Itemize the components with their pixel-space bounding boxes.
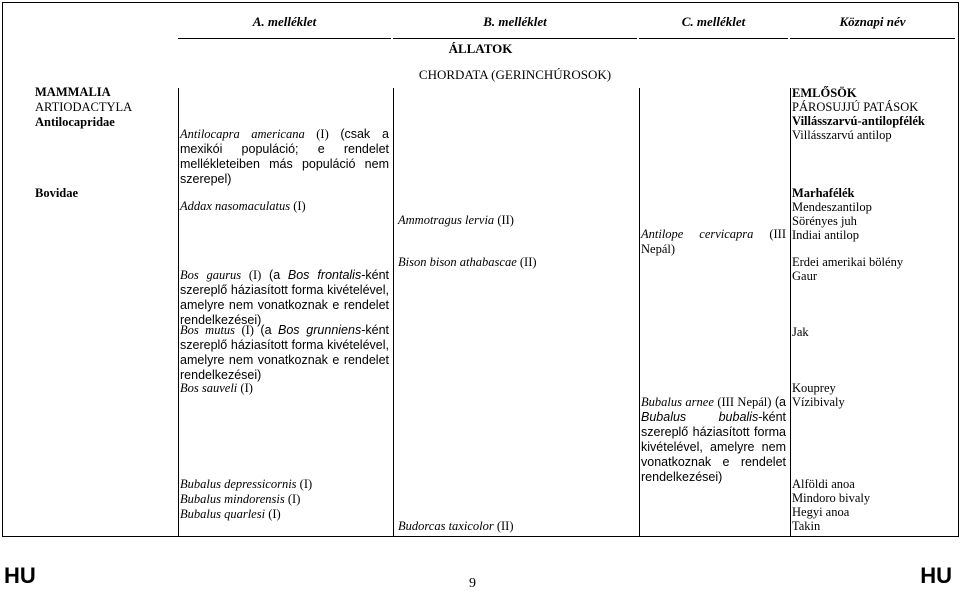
header-annex-c: C. melléklet	[639, 6, 788, 39]
taxon-class: MAMMALIA	[35, 85, 111, 99]
species-name: Bos sauveli	[180, 381, 238, 395]
common-antilope: Indiai antilop	[792, 228, 859, 242]
footer-country-left: HU	[4, 563, 36, 588]
note-suffix: -ként szereplő háziasított forma kivételével, amelyre nem vonatkoznak e rendelet rendelkezései)	[641, 410, 786, 484]
annex-tag: (I)	[299, 477, 313, 491]
note-suffix: -ként szereplő háziasított forma kivételével, amelyre nem vonatkoznak e rendelet rendelkezései)	[180, 268, 389, 327]
common-arnee: Vízibivaly	[792, 395, 845, 409]
species-name: Antilope cervicapra	[641, 227, 754, 241]
species-name: Bos gaurus	[180, 268, 242, 282]
column-divider	[639, 88, 640, 536]
common-quarlesi: Hegyi anoa	[792, 505, 850, 519]
note-taxon: Bos grunniens	[277, 323, 362, 337]
entry-bison-bison-athabascae	[398, 255, 537, 270]
species-name: Bubalus quarlesi	[180, 507, 266, 521]
species-name: Bubalus arnee	[641, 395, 714, 409]
entry-budorcas-taxicolor	[398, 519, 513, 534]
common-antilocapra: Villásszarvú antilop	[792, 128, 892, 142]
header-annex-b: B. melléklet	[393, 6, 637, 39]
species-name: Bubalus depressicornis	[180, 477, 297, 491]
entry-bos-gaurus	[180, 268, 389, 328]
species-name: Ammotragus lervia	[398, 213, 495, 227]
common-names-kouprey	[792, 381, 845, 409]
section-subtitle: CHORDATA (GERINCHÚROSOK)	[418, 67, 612, 82]
taxon-order: ARTIODACTYLA	[35, 100, 133, 114]
entry-antilocapra-americana	[180, 127, 389, 187]
species-note: (csak a mexikói populáció; e rendelet mellékleteiben más populáció nem szerepel)	[180, 127, 390, 186]
species-name: Bos mutus	[180, 323, 236, 337]
footer-country-right: HU	[920, 563, 952, 588]
column-divider	[790, 88, 791, 536]
species-name: Addax nasomaculatus	[180, 199, 291, 213]
annex-tag: (I)	[293, 199, 306, 213]
annex-tag: (II)	[496, 519, 514, 533]
common-addax: Mendeszantilop	[792, 200, 872, 214]
common-bison: Erdei amerikai bölény	[792, 255, 904, 269]
entry-antilope-cervicapra	[641, 227, 786, 257]
entry-bubalus-arnee	[641, 395, 786, 485]
species-name: Budorcas taxicolor	[398, 519, 494, 533]
entry-bubalus-depressicornis	[180, 477, 312, 492]
common-names-bovidae	[792, 186, 872, 242]
taxon-family-antilocapridae: Antilocapridae	[35, 115, 115, 129]
note-taxon: Bos frontalis	[287, 268, 362, 282]
note-prefix: (a	[260, 323, 272, 337]
common-names-bos	[792, 255, 903, 283]
species-name: Bubalus mindorensis	[180, 492, 285, 506]
annex-tag: (I)	[316, 127, 329, 141]
common-mutus: Jak	[792, 325, 809, 339]
species-name: Antilocapra americana	[180, 127, 305, 141]
note-suffix: -ként szereplő háziasított forma kivételével, amelyre nem vonatkoznak e rendelet rendelkezései)	[180, 323, 390, 382]
annex-tag: (I)	[240, 381, 253, 395]
common-sauveli: Kouprey	[792, 381, 836, 395]
header-common-name: Köznapi név	[790, 6, 955, 39]
entry-bos-mutus	[180, 323, 389, 383]
column-divider	[393, 88, 394, 536]
common-class: EMLŐSÖK	[792, 86, 857, 100]
common-family-bovidae: Marhafélék	[792, 186, 855, 200]
entry-group-bubalus	[180, 477, 312, 522]
header-annex-a: A. melléklet	[178, 6, 391, 39]
annex-tag: (III Nepál)	[641, 227, 786, 256]
common-depressicornis: Alföldi anoa	[792, 477, 855, 491]
annex-tag: (I)	[248, 268, 262, 282]
entry-ammotragus-lervia	[398, 213, 514, 228]
annex-tag: (III Nepál)	[717, 395, 772, 409]
common-names-bubalus	[792, 477, 870, 533]
entry-bos-sauveli	[180, 381, 253, 396]
annex-tag: (I)	[241, 323, 254, 337]
note-prefix: (a	[774, 395, 787, 409]
common-ammotragus: Sörényes juh	[792, 214, 857, 228]
annex-tag: (I)	[287, 492, 301, 506]
column-divider	[178, 88, 179, 536]
note-taxon: Bubalus bubalis	[641, 410, 759, 424]
section-title: ÁLLATOK	[448, 41, 513, 56]
page-number: 9	[469, 576, 476, 591]
taxon-family-bovidae: Bovidae	[35, 186, 79, 200]
common-family-antilocapridae: Villásszarvú-antilopfélék	[792, 114, 925, 128]
annex-tag: (I)	[268, 507, 281, 521]
common-gaurus: Gaur	[792, 269, 817, 283]
annex-tag: (II)	[519, 255, 537, 269]
common-mindorensis: Mindoro bivaly	[792, 491, 871, 505]
annex-tag: (II)	[497, 213, 514, 227]
common-names-top	[792, 86, 925, 142]
annex-table	[2, 2, 959, 537]
common-order: PÁROSUJJÚ PATÁSOK	[792, 100, 919, 114]
entry-addax-nasomaculatus	[180, 199, 306, 214]
species-name: Bison bison athabascae	[398, 255, 517, 269]
entry-bubalus-quarlesi	[180, 507, 312, 522]
entry-bubalus-mindorensis	[180, 492, 312, 507]
common-budorcas: Takin	[792, 519, 821, 533]
note-prefix: (a	[269, 268, 281, 282]
